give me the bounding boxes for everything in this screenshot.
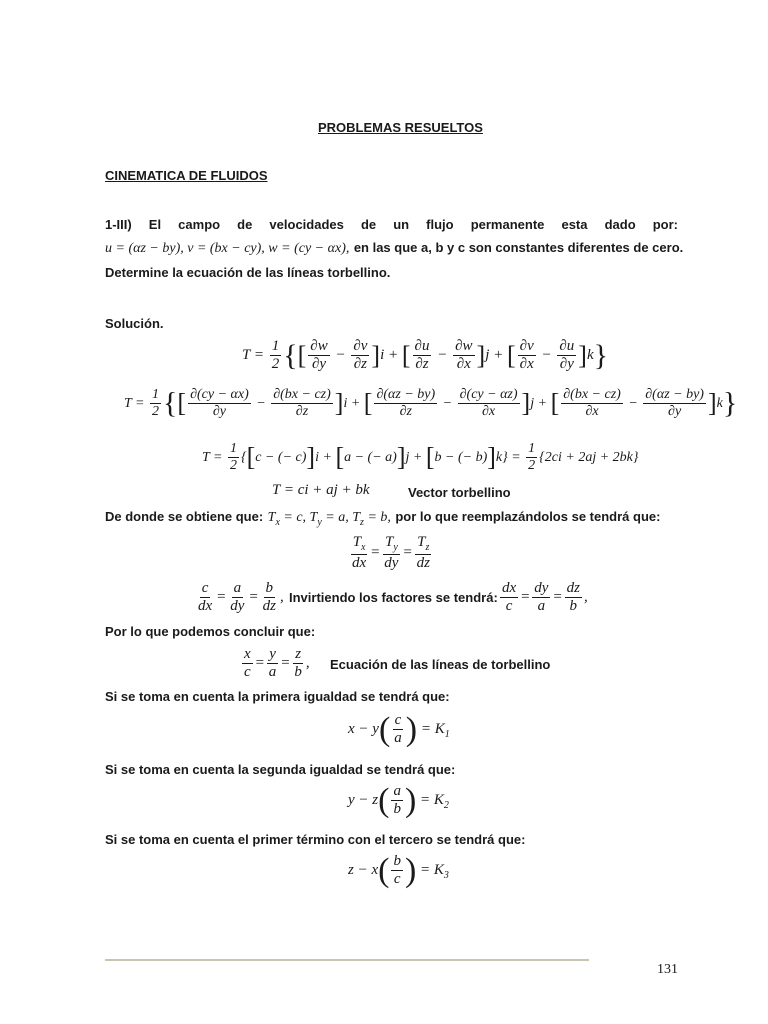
problem-line-2-text: en las que a, b y c son constantes diferentes de cero.	[353, 240, 684, 255]
donde-line	[105, 508, 660, 528]
equation-curl-1: T = $\frac{1}{2}$ {[ $\frac{\partial w}{\partial y}$ − $\frac{\partial v}{\partial z}$ ]i + [ $\frac{\partial u}{\partial z}$ − $\frac{\partial w}{\partial x}$ ]j + [ $\frac{\partial v}{\partial x}$ − $\frac{\partial u}{\partial y}$ ]k}	[242, 338, 609, 373]
problem-line-1: 1-III) El campo de velocidades de un flujo permanente esta dado por:	[105, 217, 678, 232]
equation-ratio-t: $\frac{T_x}{dx}$ = $\frac{T_y}{dy}$ = $\frac{T_z}{dz}$	[352, 534, 430, 571]
equation-curl-2: T = $\frac{1}{2}$ {[ $\frac{\partial(cy - \alpha x)}{\partial y}$ − $\frac{\partial(bx - cz)}{\partial z}$ ]i + [ $\frac{\partial(\alpha z - by)}{\partial z}$ − $\frac{\partial(cy - \alpha z)}{\partial x}$ ]j + [ $\frac{\partial(bx - cz)}{\partial x}$ − $\frac{\partial(\alpha z - by)}{\partial y}$ ]k}	[124, 386, 738, 420]
page-number: 131	[657, 962, 678, 977]
donde-equation: $T_x = c$, $T_y = a$, $T_z = b$,	[267, 510, 391, 528]
page-title: PROBLEMAS RESUELTOS	[318, 120, 483, 135]
vector-label: Vector torbellino	[408, 485, 511, 500]
segunda-text: Si se toma en cuenta la segunda igualdad se tendrá que:	[105, 762, 456, 777]
reemplazando-text: por lo que reemplazándolos se tendrá que:	[395, 509, 661, 524]
equation-inverted: $\frac{dx}{c}$ = $\frac{dy}{a}$ = $\frac{dz}{b}$ ,	[502, 580, 588, 615]
solution-label: Solución.	[105, 316, 164, 331]
invirtiendo-text: Invirtiendo los factores se tendrá:	[289, 590, 498, 605]
footer-rule	[105, 959, 589, 961]
equation-k1: x − y( $\frac{c}{a}$ ) = $K_1$	[348, 710, 450, 748]
velocity-field-equation: u = (αz − by), v = (bx − cy), w = (cy − αx),	[105, 241, 350, 256]
equation-k3: z − x( $\frac{b}{c}$ ) = $K_3$	[348, 851, 449, 889]
concluir-text: Por lo que podemos concluir que:	[105, 624, 316, 639]
problem-line-2	[105, 239, 683, 257]
donde-text: De donde se obtiene que:	[105, 509, 264, 524]
primera-text: Si se toma en cuenta la primera igualdad se tendrá que:	[105, 689, 450, 704]
section-heading: CINEMATICA DE FLUIDOS	[105, 168, 268, 183]
equation-curl-3: T = $\frac{1}{2}$ {[c − (− c)]i + [a − (− a)]j + [b − (− b)]k} = $\frac{1}{2}$ {2ci + 2aj + 2bk}	[202, 441, 639, 474]
equation-k2: y − z( $\frac{a}{b}$ ) = $K_2$	[348, 781, 449, 819]
problem-line-3: Determine la ecuación de las líneas torbellino.	[105, 265, 391, 280]
tercero-text: Si se toma en cuenta el primer término con el tercero se tendrá que:	[105, 832, 526, 847]
equation-vector: T = ci + aj + bk	[272, 482, 370, 498]
equation-ratio-abc: $\frac{c}{dx}$ = $\frac{a}{dy}$ = $\frac{b}{dz}$ ,	[198, 580, 284, 615]
ecuacion-label: Ecuación de las líneas de torbellino	[330, 657, 551, 672]
equation-vortex-lines: $\frac{x}{c}$ = $\frac{y}{a}$ = $\frac{z}{b}$ ,	[244, 646, 310, 681]
